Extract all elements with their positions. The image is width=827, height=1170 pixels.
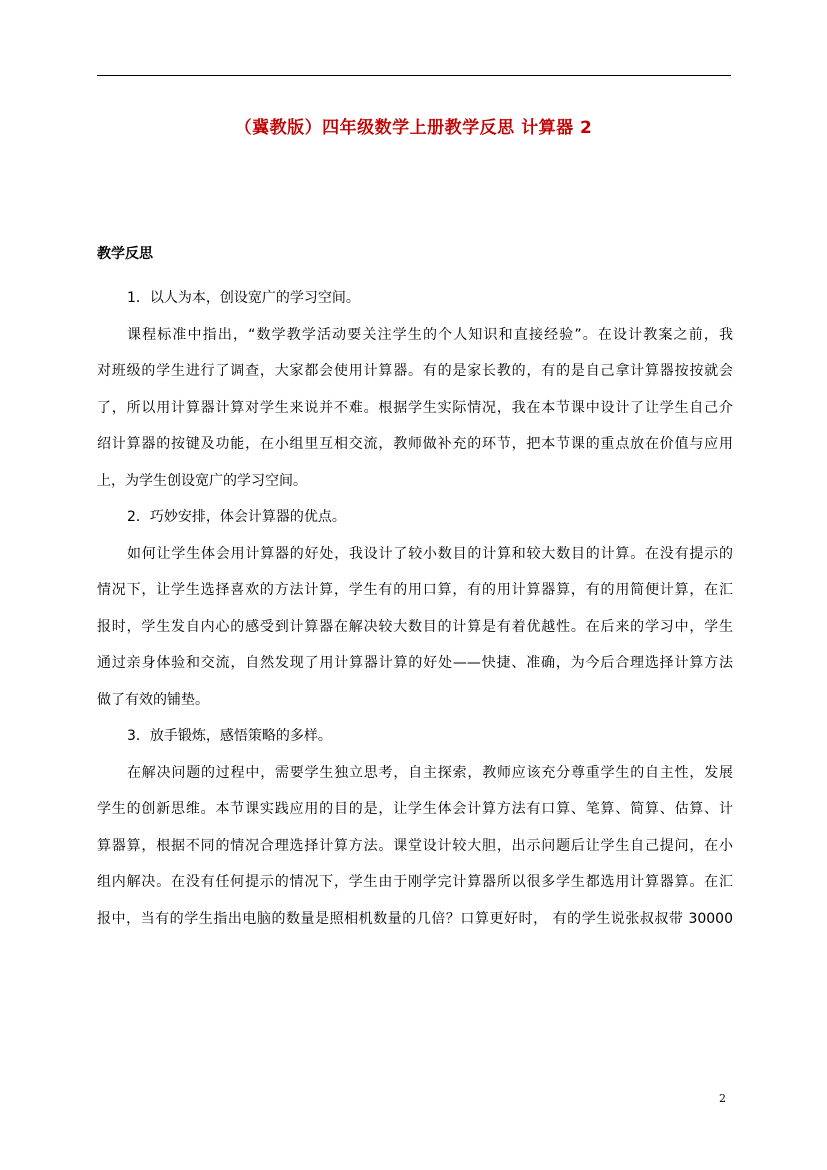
paragraph-line: 报中，当有的学生指出电脑的数量是照相机数量的几倍？口算更好时， 有的学生说张叔叔带 30000	[97, 910, 733, 927]
header-rule	[97, 75, 731, 76]
page-number: 2	[719, 1092, 726, 1105]
paragraph-line: 学生的创新思维。本节课实践应用的目的是，让学生体会计算方法有口算、笔算、简算、估算、计	[97, 801, 733, 817]
point-1-heading: 1．以人为本，创设宽广的学习空间。	[127, 290, 360, 306]
paragraph-line: 课程标准中指出，“数学教学活动要关注学生的个人知识和直接经验”。在设计教案之前，我	[127, 326, 733, 343]
paragraph-line: 如何让学生体会用计算器的好处，我设计了较小数目的计算和较大数目的计算。在没有提示的	[127, 545, 733, 562]
point-3-heading: 3．放手锻炼，感悟策略的多样。	[127, 728, 332, 744]
paragraph-line: 对班级的学生进行了调查，大家都会使用计算器。有的是家长教的，有的是自己拿计算器按按就会	[97, 363, 733, 379]
paragraph-1	[97, 317, 733, 500]
paragraph-line: 绍计算器的按键及功能，在小组里互相交流，教师做补充的环节，把本节课的重点放在价值与应用	[97, 436, 733, 452]
paragraph-line: 做了有效的铺垫。	[97, 691, 209, 708]
paragraph-line: 在解决问题的过程中，需要学生独立思考，自主探索，教师应该充分尊重学生的自主性，发展	[127, 764, 733, 781]
paragraph-3	[97, 755, 733, 938]
paragraph-line: 报时，学生发自内心的感受到计算器在解决较大数目的计算是有着优越性。在后来的学习中，学生	[97, 618, 733, 635]
paragraph-line: 组内解决。在没有任何提示的情况下，学生由于刚学完计算器所以很多学生都选用计算器算。在汇	[97, 874, 733, 890]
document-body	[97, 280, 733, 937]
paragraph-line: 了，所以用计算器计算对学生来说并不难。根据学生实际情况，我在本节课中设计了让学生自己介	[97, 399, 733, 416]
paragraph-2	[97, 536, 733, 719]
document-title: （冀教版）四年级数学上册教学反思 计算器 2	[234, 118, 593, 138]
paragraph-line: 算器算，根据不同的情况合理选择计算方法。课堂设计较大胆，出示问题后让学生自己提问，在小	[97, 837, 733, 854]
paragraph-line: 上，为学生创设宽广的学习空间。	[97, 472, 307, 489]
section-heading: 教学反思	[97, 246, 153, 262]
point-2-heading: 2．巧妙安排，体会计算器的优点。	[127, 509, 346, 525]
paragraph-line: 通过亲身体验和交流，自然发现了用计算器计算的好处——快捷、准确，为今后合理选择计算方法	[97, 655, 733, 671]
paragraph-line: 情况下，让学生选择喜欢的方法计算，学生有的用口算，有的用计算器算，有的用简便计算，在汇	[97, 582, 733, 598]
